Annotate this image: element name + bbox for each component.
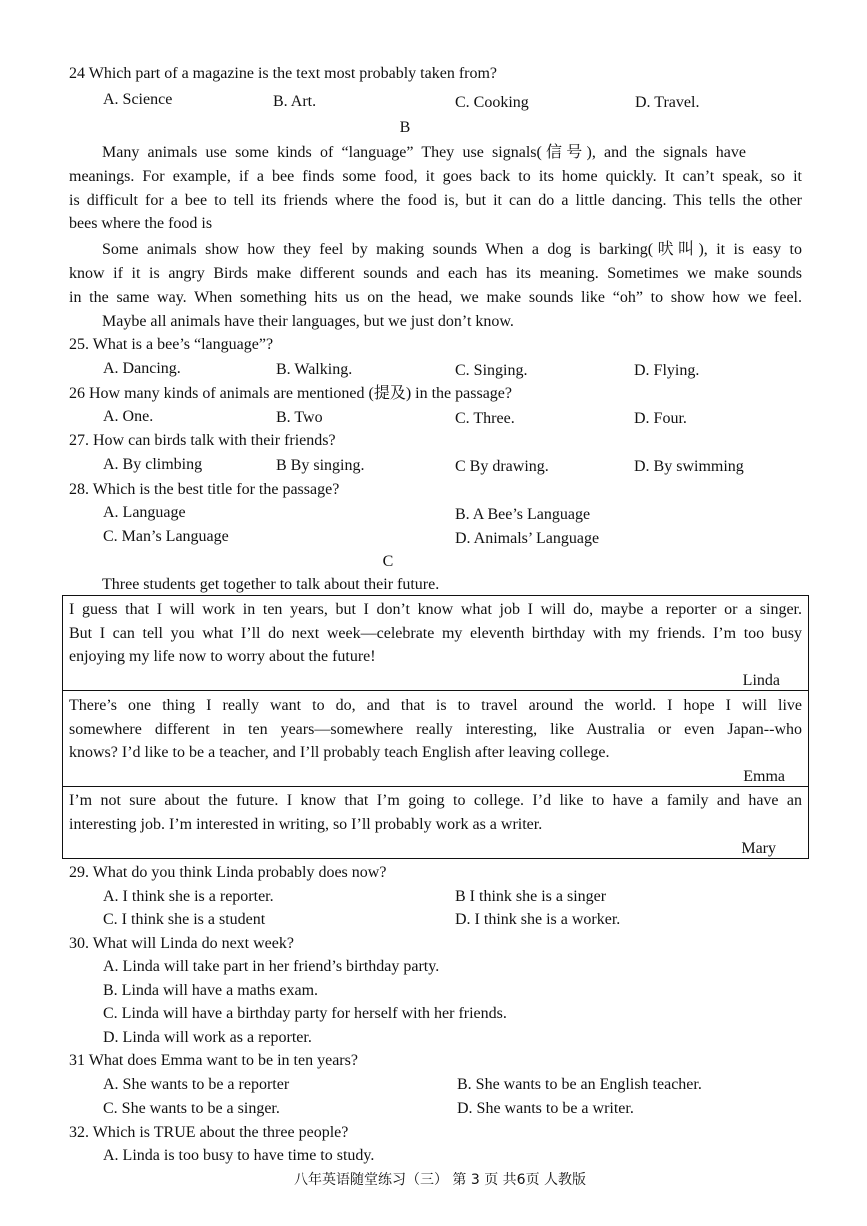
emma-signature: Emma	[743, 768, 785, 785]
section-c-intro: Three students get together to talk about their future.	[102, 576, 440, 593]
q24-option-d: D. Travel.	[635, 94, 700, 111]
section-b-p1-line2: meanings. For example, if a bee finds some food, it goes back to its home quickly. It can’t speak, so it	[69, 168, 802, 185]
q28-option-d: D. Animals’ Language	[455, 530, 600, 547]
emma-line3: knows? I’d like to be a teacher, and I’ll probably teach English after leaving college.	[69, 744, 610, 761]
q29-option-a: A. I think she is a reporter.	[103, 888, 274, 905]
page-footer: 八年英语随堂练习（三） 第 3 页 共6页 人教版	[293, 1172, 587, 1188]
mary-signature: Mary	[741, 840, 776, 857]
q28-option-b: B. A Bee’s Language	[455, 506, 591, 523]
q28-option-c: C. Man’s Language	[103, 528, 229, 545]
q29-option-c: C. I think she is a student	[103, 911, 266, 928]
linda-line3: enjoying my life now to worry about the future!	[69, 648, 376, 665]
q32-option-a: A. Linda is too busy to have time to study.	[103, 1147, 375, 1164]
q25-option-b: B. Walking.	[276, 361, 353, 378]
q24-option-b: B. Art.	[273, 93, 317, 110]
section-b-p2-line1: Some animals show how they feel by making sounds When a dog is barking(吠叫), it is easy to	[102, 241, 802, 258]
q27-option-c: C By drawing.	[455, 458, 549, 475]
section-b-p1-line3: is difficult for a bee to tell its friends where the food is, but it can do a little dancing. This tells the other	[69, 192, 802, 209]
emma-line1: There’s one thing I really want to do, and that is to travel around the world. I hope I will live	[69, 697, 802, 714]
q31-stem: 31 What does Emma want to be in ten years?	[69, 1052, 358, 1069]
section-b-p3: Maybe all animals have their languages, but we just don’t know.	[102, 313, 514, 330]
q27-option-a: A. By climbing	[103, 456, 203, 473]
section-b-label: B	[399, 119, 411, 136]
q26-option-c: C. Three.	[455, 410, 515, 427]
q26-option-b: B. Two	[276, 409, 323, 426]
q27-option-d: D. By swimming	[634, 458, 744, 475]
q31-option-b: B. She wants to be an English teacher.	[457, 1076, 702, 1093]
q32-stem: 32. Which is TRUE about the three people?	[69, 1124, 349, 1141]
linda-line1: I guess that I will work in ten years, but I don’t know what job I will do, maybe a reporter or a singer.	[69, 601, 802, 618]
q31-option-a: A. She wants to be a reporter	[103, 1076, 290, 1093]
section-c-label: C	[382, 553, 394, 570]
q30-stem: 30. What will Linda do next week?	[69, 935, 294, 952]
q29-option-d: D. I think she is a worker.	[455, 911, 621, 928]
section-b-p2-line2: know if it is angry Birds make different sounds and each has its meaning. Sometimes we make sounds	[69, 265, 802, 282]
q27-stem: 27. How can birds talk with their friends?	[69, 432, 336, 449]
q27-option-b: B By singing.	[276, 457, 365, 474]
q30-option-b: B. Linda will have a maths exam.	[103, 982, 319, 999]
q28-option-a: A. Language	[103, 504, 186, 521]
linda-signature: Linda	[742, 672, 780, 689]
q30-option-a: A. Linda will take part in her friend’s birthday party.	[103, 958, 440, 975]
linda-line2: But I can tell you what I’ll do next week—celebrate my eleventh birthday with my friends. I’m too busy	[69, 625, 802, 642]
mary-line1: I’m not sure about the future. I know that I’m going to college. I’d like to have a family and have an	[69, 792, 802, 809]
q30-option-d: D. Linda will work as a reporter.	[103, 1029, 312, 1046]
q25-option-a: A. Dancing.	[103, 360, 181, 377]
q31-option-c: C. She wants to be a singer.	[103, 1100, 280, 1117]
q26-option-a: A. One.	[103, 408, 154, 425]
q25-option-c: C. Singing.	[455, 362, 528, 379]
mary-line2: interesting job. I’m interested in writing, so I’ll probably work as a writer.	[69, 816, 543, 833]
emma-line2: somewhere different in ten years—somewhere really interesting, like Australia or even Japan--who	[69, 721, 802, 738]
q26-option-d: D. Four.	[634, 410, 687, 427]
section-b-p1-line4: bees where the food is	[69, 215, 213, 232]
box-divider-2	[62, 786, 809, 787]
q31-option-d: D. She wants to be a writer.	[457, 1100, 634, 1117]
box-divider-1	[62, 690, 809, 691]
q28-stem: 28. Which is the best title for the passage?	[69, 481, 340, 498]
q24-stem: 24 Which part of a magazine is the text most probably taken from?	[69, 65, 498, 82]
q26-stem: 26 How many kinds of animals are mentioned (提及) in the passage?	[69, 385, 513, 402]
q29-stem: 29. What do you think Linda probably does now?	[69, 864, 387, 881]
q24-option-c: C. Cooking	[455, 94, 529, 111]
q29-option-b: B I think she is a singer	[455, 888, 607, 905]
q24-option-a: A. Science	[103, 91, 173, 108]
section-b-p2-line3: in the same way. When something hits us on the head, we make sounds like “oh” to show how we feel.	[69, 289, 802, 306]
q25-stem: 25. What is a bee’s “language”?	[69, 336, 274, 353]
section-b-p1-line1: Many animals use some kinds of “language” They use signals(信号), and the signals have	[102, 144, 746, 161]
q30-option-c: C. Linda will have a birthday party for herself with her friends.	[103, 1005, 507, 1022]
q25-option-d: D. Flying.	[634, 362, 700, 379]
